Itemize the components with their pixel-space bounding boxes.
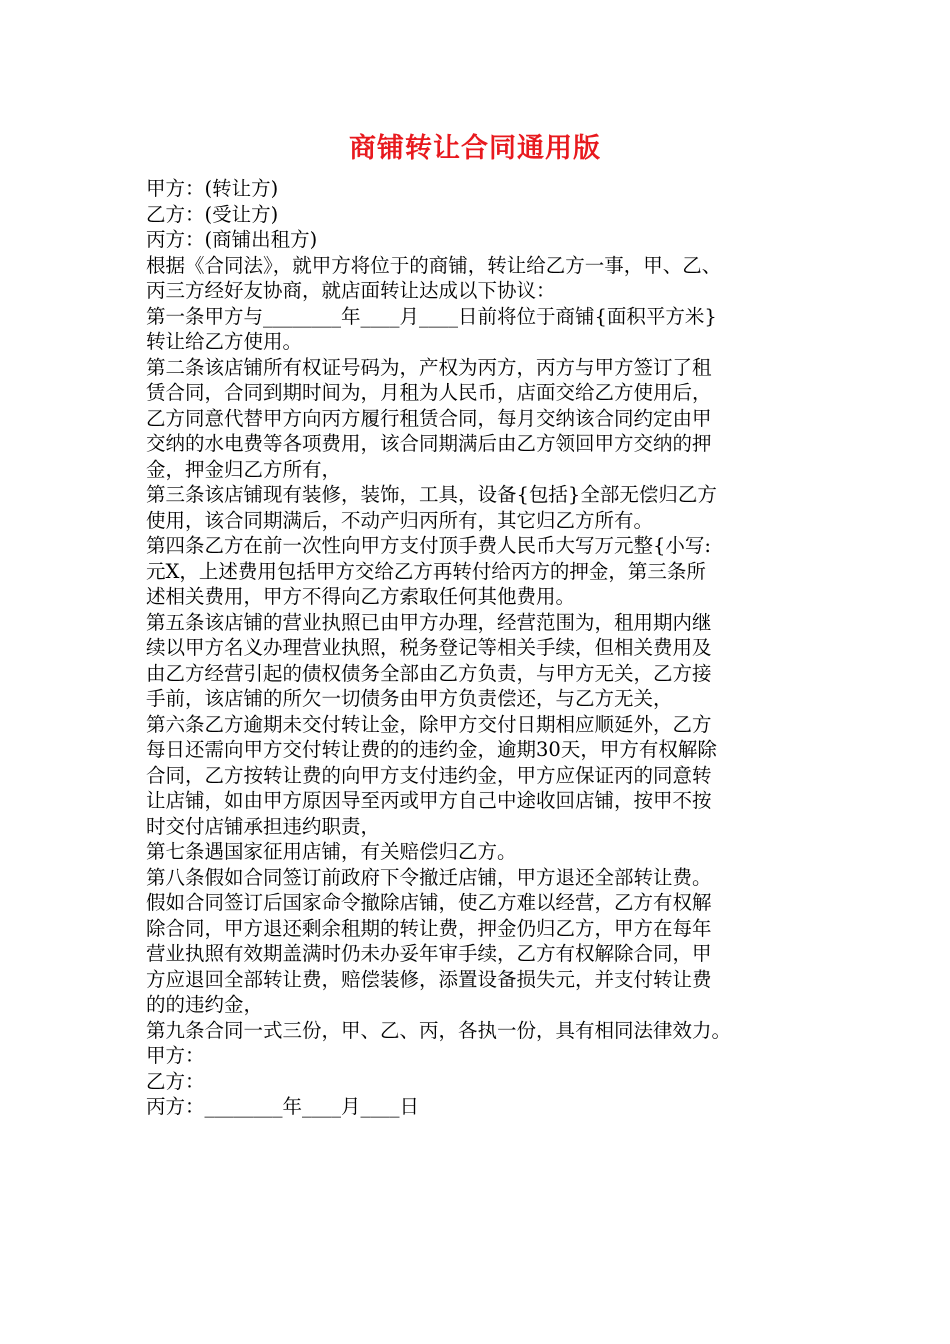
text-line: 除合同，甲方退还剩余租期的转让费，押金仍归乙方，甲方在每年	[146, 916, 712, 940]
text-line: 交纳的水电费等各项费用，该合同期满后由乙方领回甲方交纳的押	[146, 432, 712, 455]
text-line: 续以甲方名义办理营业执照，税务登记等相关手续，但相关费用及	[146, 636, 712, 659]
text-line: 甲方：(转让方)	[146, 177, 279, 200]
text-line: 第九条合同一式三份，甲、乙、丙，各执一份，具有相同法律效力。	[146, 1018, 732, 1042]
text-line: 根据《合同法》，就甲方将位于的商铺，转让给乙方一事，甲、乙、	[146, 253, 722, 277]
text-line: 使用，该合同期满后，不动产归丙所有，其它归乙方所有。	[146, 508, 654, 532]
text-line: 丙方：(商铺出租方)	[146, 228, 318, 251]
document-body	[146, 176, 810, 1120]
text-line: 的的违约金，	[146, 993, 264, 1016]
text-line: 第五条该店铺的营业执照已由甲方办理，经营范围为，租用期内继	[146, 610, 712, 634]
text-line: 赁合同，合同到期时间为，月租为人民币，店面交给乙方使用后，	[146, 381, 712, 404]
text-line: 假如合同签订后国家命令撤除店铺，使乙方难以经营，乙方有权解	[146, 891, 712, 914]
text-line: 第二条该店铺所有权证号码为，产权为丙方，丙方与甲方签订了租	[146, 355, 712, 379]
text-line: 第一条甲方与________年____月____日前将位于商铺{面积平方米}	[146, 304, 717, 328]
text-line: 第三条该店铺现有装修，装饰，工具，设备{包括}全部无偿归乙方	[146, 483, 717, 506]
text-line: 第八条假如合同签订前政府下令撤迁店铺，甲方退还全部转让费。	[146, 865, 712, 889]
text-line: 丙三方经好友协商，就店面转让达成以下协议：	[146, 279, 556, 302]
text-line: 乙方：	[146, 1069, 205, 1093]
text-line: 合同，乙方按转让费的向甲方支付违约金，甲方应保证丙的同意转	[146, 763, 712, 787]
text-line: 第六条乙方逾期未交付转让金，除甲方交付日期相应顺延外，乙方	[146, 712, 712, 736]
text-line: 手前，该店铺的所欠一切债务由甲方负责偿还，与乙方无关，	[146, 687, 673, 710]
text-line: 第四条乙方在前一次性向甲方支付顶手费人民币大写万元整{小写:	[146, 534, 711, 557]
text-line: 每日还需向甲方交付转让费的的违约金，逾期30天，甲方有权解除	[146, 738, 717, 761]
text-line: 乙方：(受让方)	[146, 202, 279, 226]
text-line: 乙方同意代替甲方向丙方履行租赁合同，每月交纳该合同约定由甲	[146, 406, 712, 430]
text-line: 时交付店铺承担违约职责，	[146, 814, 381, 838]
text-line: 金，押金归乙方所有，	[146, 457, 342, 481]
text-line: 转让给乙方使用。	[146, 330, 303, 353]
text-line: 甲方：	[146, 1044, 205, 1067]
text-line: 由乙方经营引起的债权债务全部由乙方负责，与甲方无关，乙方接	[146, 661, 712, 685]
text-line: 让店铺，如由甲方原因导至丙或甲方自己中途收回店铺，按甲不按	[146, 789, 712, 812]
text-line: 元X，上述费用包括甲方交给乙方再转付给丙方的押金，第三条所	[146, 559, 706, 583]
text-line: 第七条遇国家征用店铺，有关赔偿归乙方。	[146, 840, 517, 863]
text-line: 营业执照有效期盖满时仍未办妥年审手续，乙方有权解除合同，甲	[146, 942, 712, 965]
text-line: 述相关费用，甲方不得向乙方索取任何其他费用。	[146, 585, 576, 608]
document-title: 商铺转让合同通用版	[349, 133, 601, 164]
text-line: 丙方：________年____月____日	[146, 1095, 420, 1118]
text-line: 方应退回全部转让费，赔偿装修，添置设备损失元，并支付转让费	[146, 967, 712, 991]
